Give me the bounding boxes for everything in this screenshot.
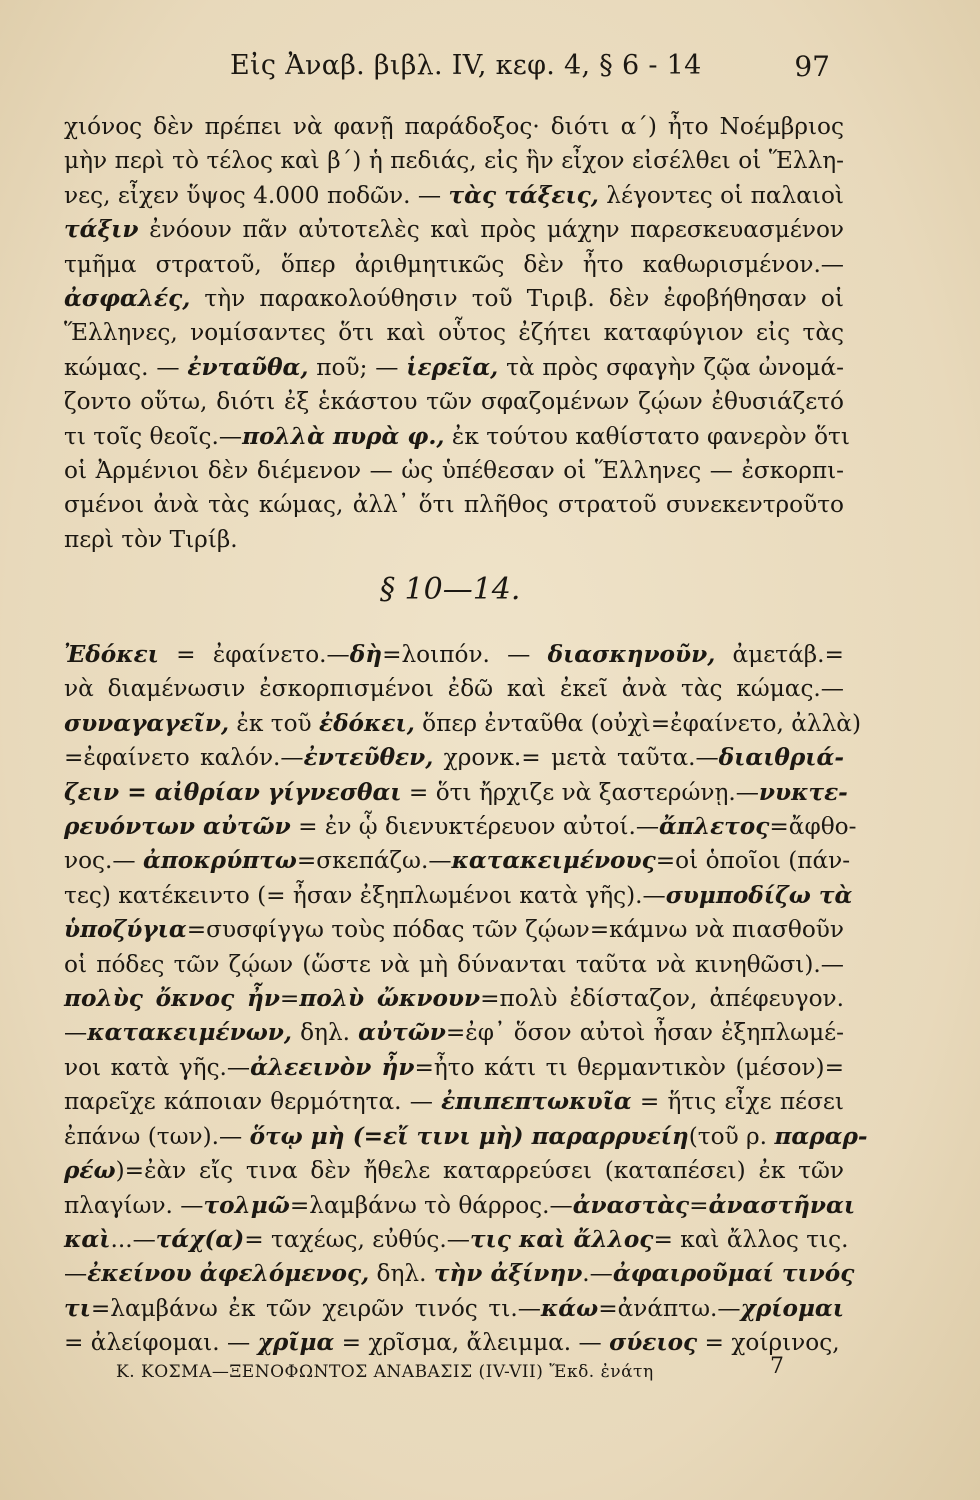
commentary-paragraph-1 [64,110,850,557]
gloss-text: Ἕλληνες, νομίσαντες ὅτι καὶ οὗτος ἐζήτει καταφύγιον εἰς τὰς [64,319,844,347]
gloss-text: νὰ διαμένωσιν ἐσκορπισμένοι ἐδῶ καὶ ἐκεῖ ἀνὰ τὰς κώμας.— [64,675,844,703]
gloss-text: = ὅτι ἤρχιζε νὰ ξαστερώνῃ.— [401,778,759,806]
text-line [64,144,844,178]
section-heading: § 10—14. [380,572,521,607]
gloss-text: ἐκ τούτου καθίστατο φανερὸν ὅτι [444,422,850,450]
lemma-term: ἐντεῦθεν, [303,744,434,772]
lemma-term: ἀναστὰς [572,1191,690,1219]
text-line [64,1051,844,1085]
lemma-term: Ἐδόκει [64,641,159,668]
gloss-text: = [279,985,300,1013]
lemma-term: πολλὰ πυρὰ φ., [242,422,445,450]
lemma-term: κατακειμένων, [87,1019,292,1047]
text-line [64,879,853,913]
lemma-term: κατακειμένους [451,847,656,875]
text-line [64,385,844,419]
gloss-text: παρεῖχε κάποιαν θερμότητα. — [64,1088,442,1116]
text-line [64,913,844,947]
lemma-term: σύειος [609,1329,698,1357]
gloss-text: πλαγίων. — [64,1191,204,1219]
text-line [64,1120,868,1154]
gloss-text: δηλ. [291,1019,359,1047]
lemma-term: ἐπιπεπτωκυῖα [441,1088,632,1116]
gloss-text: τὴν παρακολούθησιν τοῦ Τιριβ. δὲν ἐφοβήθησαν οἱ [190,285,844,313]
gloss-text: ποῦ; — [308,353,407,381]
gloss-text: =ἐφαίνετο καλόν.— [64,744,304,772]
gloss-text: — [64,1260,88,1288]
lemma-term: ἐνταῦθα, [187,353,309,381]
gloss-text: ...— [110,1225,156,1253]
gloss-text: νος.— [64,847,143,875]
text-line [64,776,848,810]
text-line [64,1154,844,1188]
gloss-text: ζοντο οὕτω, διότι ἐξ ἑκάστου τῶν σφαζομένων ζῴων ἐθυσιάζετό [64,388,844,416]
gloss-text: = ἥτις εἶχε πέσει [631,1088,845,1116]
lemma-term: τὰς τάξεις, [448,181,599,209]
gloss-text: = ταχέως, εὐθύς.— [244,1225,470,1253]
text-line [64,454,844,488]
text-line [64,982,844,1016]
gloss-text: =λοιπόν. — [382,641,548,668]
lemma-term: αὐτῶν [358,1019,446,1047]
lemma-term: ἀφαιροῦμαί τινός [612,1260,855,1288]
text-line [64,741,844,775]
gloss-text: τμῆμα στρατοῦ, ὅπερ ἀριθμητικῶς δὲν ἦτο καθωρισμένον.— [64,250,844,278]
text-line [64,351,844,385]
gloss-text: ἐκ τοῦ [229,709,319,737]
gloss-text: σμένοι ἀνὰ τὰς κώμας, ἀλλ᾽ ὅτι πλῆθος στρατοῦ συνεκεντροῦτο [64,491,844,519]
text-line [64,316,844,350]
gloss-text: = [689,1191,709,1219]
gloss-text: νοι κατὰ γῆς.— [64,1053,251,1081]
lemma-term: ἀναστῆναι [708,1191,856,1219]
printer-footer: Κ. ΚΟΣΜΑ—ΞΕΝΟΦΩΝΤΟΣ ΑΝΑΒΑΣΙΣ (IV-VII) Ἔκδ. ἐνάτη [116,1362,654,1382]
gloss-text: κώμας. — [64,353,188,381]
text-line [64,282,844,316]
text-line [64,948,844,982]
text-line [64,420,850,454]
gloss-text: οἱ πόδες τῶν ζῴων (ὥστε νὰ μὴ δύνανται ταῦτα νὰ κινηθῶσι).— [64,950,844,978]
text-line [64,810,857,844]
gloss-text: = χρῖσμα, ἄλειμμα. — [334,1329,610,1357]
lemma-term: τάχ(α) [155,1225,245,1253]
gloss-text: = ἀλείφομαι. — [64,1329,258,1357]
gloss-text: (τοῦ ρ. [688,1122,775,1150]
gloss-text: =ἄφθο- [769,813,857,841]
lemma-term: ἐδόκει, [319,709,415,737]
lemma-term: κάω [540,1294,599,1322]
gloss-text: τες) κατέκειντο (= ἦσαν ἐξηπλωμένοι κατὰ γῆς).— [64,881,666,909]
lemma-term: ὑποζύγια [64,916,187,944]
gloss-text: ὅπερ ἐνταῦθα (οὐχὶ=ἐφαίνετο, ἀλλὰ) [414,709,861,737]
lemma-term: τολμῶ [203,1191,290,1219]
text-line [64,213,844,247]
lemma-term: τις καὶ ἄλλος [469,1225,654,1253]
page-number: 97 [794,50,830,83]
lemma-term: ὅτῳ μὴ (=εἴ τινι μὴ) παραρρυείη [249,1122,689,1150]
gloss-text: ἀμετάβ.= [715,641,844,668]
text-line [64,1085,844,1119]
gloss-text: τι τοῖς θεοῖς.— [64,422,243,450]
lemma-term: ρευόντων αὐτῶν [64,813,291,841]
signature-mark: 7 [770,1354,784,1379]
gloss-text: χιόνος δὲν πρέπει νὰ φανῇ παράδοξος· διότι α΄) ἦτο Νοέμβριος [64,113,844,140]
text-line [64,672,844,706]
gloss-text: =ἀνάπτω.— [598,1294,741,1322]
lemma-term: ἀλεεινὸν ἦν [250,1053,415,1081]
lemma-term: χρῖμα [257,1329,335,1357]
gloss-text: μὴν περὶ τὸ τέλος καὶ β΄) ἡ πεδιάς, εἰς ἣν εἶχον εἰσέλθει οἱ Ἕλλη- [64,147,844,175]
gloss-text: = ἐν ᾧ διενυκτέρευον αὐτοί.— [290,813,660,841]
text-line [64,248,844,282]
gloss-text: δηλ. [369,1260,434,1288]
text-line [64,1016,844,1050]
gloss-text: ἐνόουν πᾶν αὐτοτελὲς καὶ πρὸς μάχην παρεσκευασμένον [138,216,844,244]
gloss-text: =λαμβάνω ἐκ τῶν χειρῶν τινός τι.— [90,1294,541,1322]
text-line [64,488,844,522]
gloss-text: = καὶ ἄλλος τις. [653,1225,849,1253]
gloss-text: = ἐφαίνετο.— [158,641,350,668]
lemma-term: ἀποκρύπτω [142,847,297,875]
gloss-text: .— [582,1260,613,1288]
lemma-term: πολὺς ὄκνος ἦν [64,985,280,1013]
lemma-term: καὶ [64,1225,111,1253]
gloss-text: =πολὺ ἐδίσταζον, ἀπέφευγον. [480,985,845,1013]
lemma-term: ἐκείνου ἀφελόμενος, [87,1260,370,1288]
commentary-paragraph-2 [64,638,868,1361]
lemma-term: ἱερεῖα, [406,353,499,381]
gloss-text: νες, εἶχεν ὕψος 4.000 ποδῶν. — [64,181,449,209]
lemma-term: διαιθριά- [718,744,844,772]
text-line [64,844,851,878]
text-line [64,707,861,741]
lemma-term: διασκηνοῦν, [547,641,716,668]
lemma-term: συμποδίζω τὰ [665,881,853,909]
lemma-term: δὴ [349,641,383,668]
lemma-term: ἀσφαλές, [64,285,191,313]
gloss-text: περὶ τὸν Τιρίβ. [64,525,238,553]
text-line [64,179,844,213]
lemma-term: παραρ- [774,1122,868,1150]
text-line [64,1257,855,1291]
lemma-term: νυκτε- [758,778,848,806]
gloss-text: )=ἐὰν εἴς τινα δὲν ἤθελε καταρρεύσει (καταπέσει) ἐκ τῶν [115,1157,844,1185]
gloss-text: =οἱ ὁποῖοι (πάν- [655,847,851,875]
lemma-term: ρέω [64,1157,116,1185]
lemma-term: συναγαγεῖν, [64,709,230,737]
text-line [64,638,844,672]
gloss-text: τὰ πρὸς σφαγὴν ζῷα ὠνομά- [498,353,844,381]
text-line [64,1189,856,1223]
lemma-term: ζειν = αἰθρίαν γίγνεσθαι [64,778,402,806]
gloss-text: = χοίρινος, [697,1329,840,1357]
text-line [64,110,844,144]
text-line [64,1292,844,1326]
gloss-text: χρονκ.= μετὰ ταῦτα.— [433,744,719,772]
lemma-term: ἄπλετος [659,813,770,841]
gloss-text: =ἐφ᾽ ὅσον αὐτοὶ ἦσαν ἐξηπλωμέ- [445,1019,844,1047]
gloss-text: οἱ Ἀρμένιοι δὲν διέμενον — ὡς ὑπέθεσαν οἱ Ἕλληνες — ἐσκορπι- [64,457,844,485]
text-line [64,1223,849,1257]
gloss-text: =συσφίγγω τοὺς πόδας τῶν ζῴων=κάμνω νὰ πιασθοῦν [186,916,844,944]
running-head: Εἰς Ἀναβ. βιβλ. IV, κεφ. 4, § 6 - 14 [230,50,702,81]
gloss-text: =ἦτο κάτι τι θερμαντικὸν (μέσον)= [414,1053,844,1081]
text-line [64,1326,844,1360]
lemma-term: τὴν ἀξίνην [433,1260,583,1288]
gloss-text: λέγοντες οἱ παλαιοὶ [598,181,845,209]
gloss-text: — [64,1019,88,1047]
gloss-text: =σκεπάζω.— [296,847,452,875]
gloss-text: =λαμβάνω τὸ θάρρος.— [289,1191,573,1219]
text-line [64,523,844,557]
lemma-term: τι [64,1294,91,1322]
lemma-term: χρίομαι [740,1294,844,1322]
gloss-text: ἐπάνω (των).— [64,1122,250,1150]
lemma-term: τάξιν [64,216,139,244]
lemma-term: πολὺ ὤκνουν [299,985,481,1013]
